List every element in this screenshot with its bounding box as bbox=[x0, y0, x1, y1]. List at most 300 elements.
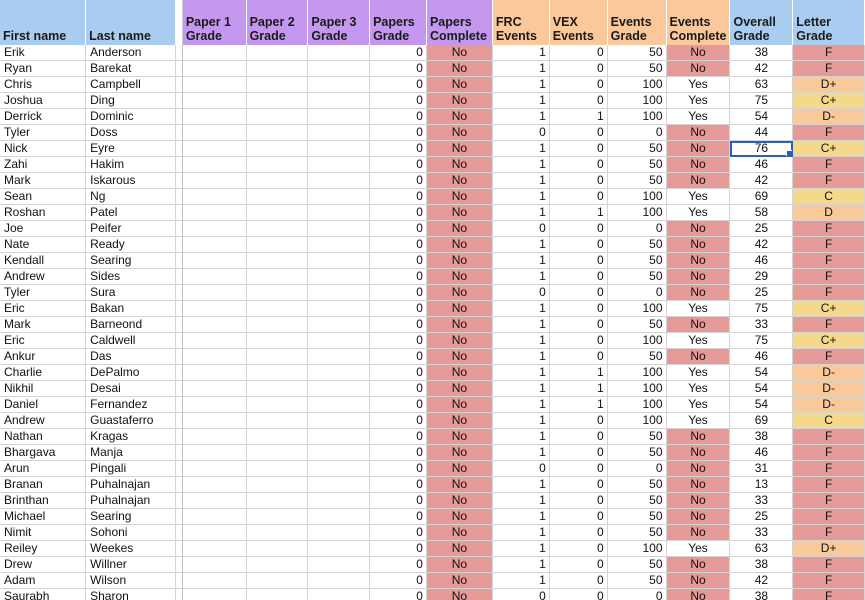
cell-gap[interactable] bbox=[175, 237, 182, 253]
column-header-overall[interactable]: Overall Grade bbox=[730, 0, 793, 45]
cell-p3[interactable] bbox=[308, 413, 370, 429]
cell-p2[interactable] bbox=[246, 509, 308, 525]
column-header-p1[interactable]: Paper 1 Grade bbox=[182, 0, 246, 45]
cell-p2[interactable] bbox=[246, 109, 308, 125]
cell-events-grade[interactable]: 100 bbox=[607, 397, 666, 413]
cell-events-grade[interactable]: 50 bbox=[607, 477, 666, 493]
cell-gap[interactable] bbox=[175, 445, 182, 461]
cell-gap[interactable] bbox=[175, 221, 182, 237]
cell-events-grade[interactable]: 50 bbox=[607, 253, 666, 269]
cell-p2[interactable] bbox=[246, 573, 308, 589]
cell-papers-complete[interactable]: No bbox=[426, 493, 492, 509]
cell-letter[interactable]: F bbox=[793, 429, 865, 445]
cell-events-grade[interactable]: 100 bbox=[607, 189, 666, 205]
cell-papers-grade[interactable]: 0 bbox=[370, 317, 427, 333]
cell-p2[interactable] bbox=[246, 125, 308, 141]
cell-vex[interactable]: 0 bbox=[549, 269, 607, 285]
cell-p2[interactable] bbox=[246, 381, 308, 397]
cell-events-complete[interactable]: Yes bbox=[666, 381, 730, 397]
cell-p1[interactable] bbox=[182, 125, 246, 141]
cell-last[interactable]: Ng bbox=[86, 189, 176, 205]
cell-overall[interactable]: 54 bbox=[730, 365, 793, 381]
cell-frc[interactable]: 1 bbox=[492, 301, 549, 317]
cell-overall[interactable]: 42 bbox=[730, 573, 793, 589]
cell-p1[interactable] bbox=[182, 61, 246, 77]
cell-frc[interactable]: 1 bbox=[492, 349, 549, 365]
cell-last[interactable]: Doss bbox=[86, 125, 176, 141]
cell-vex[interactable]: 0 bbox=[549, 221, 607, 237]
cell-papers-grade[interactable]: 0 bbox=[370, 493, 427, 509]
cell-p1[interactable] bbox=[182, 493, 246, 509]
cell-events-grade[interactable]: 50 bbox=[607, 157, 666, 173]
cell-vex[interactable]: 0 bbox=[549, 301, 607, 317]
cell-overall[interactable]: 46 bbox=[730, 157, 793, 173]
cell-gap[interactable] bbox=[175, 173, 182, 189]
cell-overall[interactable]: 69 bbox=[730, 189, 793, 205]
cell-events-grade[interactable]: 0 bbox=[607, 125, 666, 141]
cell-overall[interactable]: 29 bbox=[730, 269, 793, 285]
cell-overall[interactable]: 38 bbox=[730, 45, 793, 61]
cell-vex[interactable]: 0 bbox=[549, 45, 607, 61]
cell-last[interactable]: Anderson bbox=[86, 45, 176, 61]
column-header-events-grade[interactable]: Events Grade bbox=[607, 0, 666, 45]
cell-events-grade[interactable]: 0 bbox=[607, 589, 666, 600]
cell-letter[interactable]: F bbox=[793, 317, 865, 333]
cell-last[interactable]: Barneond bbox=[86, 317, 176, 333]
cell-frc[interactable]: 1 bbox=[492, 397, 549, 413]
cell-letter[interactable]: D bbox=[793, 205, 865, 221]
cell-last[interactable]: Hakim bbox=[86, 157, 176, 173]
cell-p1[interactable] bbox=[182, 509, 246, 525]
cell-last[interactable]: Wilson bbox=[86, 573, 176, 589]
cell-first[interactable]: Eric bbox=[0, 333, 86, 349]
cell-letter[interactable]: D- bbox=[793, 397, 865, 413]
cell-events-complete[interactable]: No bbox=[666, 221, 730, 237]
cell-frc[interactable]: 1 bbox=[492, 365, 549, 381]
cell-frc[interactable]: 1 bbox=[492, 333, 549, 349]
cell-frc[interactable]: 1 bbox=[492, 509, 549, 525]
cell-p2[interactable] bbox=[246, 557, 308, 573]
cell-letter[interactable]: C+ bbox=[793, 333, 865, 349]
cell-events-grade[interactable]: 50 bbox=[607, 45, 666, 61]
cell-p2[interactable] bbox=[246, 525, 308, 541]
cell-events-complete[interactable]: No bbox=[666, 237, 730, 253]
cell-gap[interactable] bbox=[175, 365, 182, 381]
cell-first[interactable]: Adam bbox=[0, 573, 86, 589]
cell-events-complete[interactable]: No bbox=[666, 589, 730, 600]
cell-events-grade[interactable]: 50 bbox=[607, 141, 666, 157]
cell-events-complete[interactable]: Yes bbox=[666, 397, 730, 413]
cell-first[interactable]: Joshua bbox=[0, 93, 86, 109]
cell-vex[interactable]: 0 bbox=[549, 541, 607, 557]
cell-events-grade[interactable]: 50 bbox=[607, 509, 666, 525]
cell-overall[interactable]: 46 bbox=[730, 253, 793, 269]
cell-papers-complete[interactable]: No bbox=[426, 189, 492, 205]
cell-vex[interactable]: 0 bbox=[549, 429, 607, 445]
cell-gap[interactable] bbox=[175, 77, 182, 93]
cell-frc[interactable]: 1 bbox=[492, 205, 549, 221]
cell-vex[interactable]: 1 bbox=[549, 365, 607, 381]
cell-frc[interactable]: 1 bbox=[492, 77, 549, 93]
cell-events-complete[interactable]: Yes bbox=[666, 333, 730, 349]
cell-p3[interactable] bbox=[308, 61, 370, 77]
cell-papers-complete[interactable]: No bbox=[426, 541, 492, 557]
cell-p3[interactable] bbox=[308, 477, 370, 493]
cell-p3[interactable] bbox=[308, 445, 370, 461]
cell-papers-complete[interactable]: No bbox=[426, 365, 492, 381]
cell-p3[interactable] bbox=[308, 77, 370, 93]
cell-first[interactable]: Andrew bbox=[0, 413, 86, 429]
cell-p3[interactable] bbox=[308, 93, 370, 109]
cell-last[interactable]: Sura bbox=[86, 285, 176, 301]
cell-last[interactable]: Fernandez bbox=[86, 397, 176, 413]
cell-overall[interactable]: 31 bbox=[730, 461, 793, 477]
cell-papers-complete[interactable]: No bbox=[426, 269, 492, 285]
column-header-frc[interactable]: FRC Events bbox=[492, 0, 549, 45]
cell-papers-grade[interactable]: 0 bbox=[370, 349, 427, 365]
cell-papers-grade[interactable]: 0 bbox=[370, 173, 427, 189]
cell-vex[interactable]: 1 bbox=[549, 205, 607, 221]
cell-last[interactable]: Ready bbox=[86, 237, 176, 253]
cell-papers-grade[interactable]: 0 bbox=[370, 333, 427, 349]
cell-letter[interactable]: F bbox=[793, 349, 865, 365]
cell-letter[interactable]: F bbox=[793, 477, 865, 493]
cell-events-grade[interactable]: 100 bbox=[607, 77, 666, 93]
cell-overall[interactable]: 63 bbox=[730, 541, 793, 557]
cell-p1[interactable] bbox=[182, 477, 246, 493]
cell-overall[interactable]: 54 bbox=[730, 381, 793, 397]
cell-p1[interactable] bbox=[182, 333, 246, 349]
cell-events-complete[interactable]: Yes bbox=[666, 413, 730, 429]
cell-papers-complete[interactable]: No bbox=[426, 253, 492, 269]
cell-papers-grade[interactable]: 0 bbox=[370, 157, 427, 173]
cell-events-complete[interactable]: Yes bbox=[666, 541, 730, 557]
cell-first[interactable]: Tyler bbox=[0, 285, 86, 301]
cell-last[interactable]: Puhalnajan bbox=[86, 477, 176, 493]
cell-last[interactable]: Searing bbox=[86, 253, 176, 269]
cell-papers-grade[interactable]: 0 bbox=[370, 365, 427, 381]
cell-last[interactable]: Willner bbox=[86, 557, 176, 573]
cell-p1[interactable] bbox=[182, 45, 246, 61]
cell-letter[interactable]: F bbox=[793, 525, 865, 541]
cell-frc[interactable]: 0 bbox=[492, 461, 549, 477]
cell-frc[interactable]: 1 bbox=[492, 493, 549, 509]
cell-p3[interactable] bbox=[308, 125, 370, 141]
cell-letter[interactable]: C bbox=[793, 189, 865, 205]
cell-vex[interactable]: 0 bbox=[549, 445, 607, 461]
cell-letter[interactable]: F bbox=[793, 237, 865, 253]
cell-last[interactable]: Bakan bbox=[86, 301, 176, 317]
cell-gap[interactable] bbox=[175, 413, 182, 429]
cell-letter[interactable]: F bbox=[793, 493, 865, 509]
cell-p1[interactable] bbox=[182, 237, 246, 253]
cell-papers-grade[interactable]: 0 bbox=[370, 509, 427, 525]
cell-vex[interactable]: 0 bbox=[549, 557, 607, 573]
cell-events-grade[interactable]: 100 bbox=[607, 333, 666, 349]
cell-frc[interactable]: 1 bbox=[492, 173, 549, 189]
cell-first[interactable]: Roshan bbox=[0, 205, 86, 221]
cell-overall[interactable]: 33 bbox=[730, 493, 793, 509]
cell-vex[interactable]: 0 bbox=[549, 253, 607, 269]
cell-gap[interactable] bbox=[175, 205, 182, 221]
cell-p3[interactable] bbox=[308, 365, 370, 381]
cell-events-grade[interactable]: 50 bbox=[607, 317, 666, 333]
cell-frc[interactable]: 1 bbox=[492, 381, 549, 397]
cell-frc[interactable]: 1 bbox=[492, 61, 549, 77]
cell-overall[interactable]: 33 bbox=[730, 525, 793, 541]
cell-gap[interactable] bbox=[175, 477, 182, 493]
cell-p2[interactable] bbox=[246, 445, 308, 461]
cell-p2[interactable] bbox=[246, 461, 308, 477]
cell-last[interactable]: Desai bbox=[86, 381, 176, 397]
cell-events-complete[interactable]: No bbox=[666, 557, 730, 573]
cell-events-grade[interactable]: 50 bbox=[607, 429, 666, 445]
cell-frc[interactable]: 1 bbox=[492, 253, 549, 269]
cell-letter[interactable]: D- bbox=[793, 109, 865, 125]
cell-p2[interactable] bbox=[246, 205, 308, 221]
cell-last[interactable]: Guastaferro bbox=[86, 413, 176, 429]
cell-letter[interactable]: F bbox=[793, 445, 865, 461]
cell-letter[interactable]: F bbox=[793, 157, 865, 173]
cell-papers-complete[interactable]: No bbox=[426, 205, 492, 221]
cell-last[interactable]: Kragas bbox=[86, 429, 176, 445]
cell-overall[interactable]: 13 bbox=[730, 477, 793, 493]
cell-gap[interactable] bbox=[175, 157, 182, 173]
cell-events-complete[interactable]: Yes bbox=[666, 301, 730, 317]
cell-events-complete[interactable]: No bbox=[666, 269, 730, 285]
cell-gap[interactable] bbox=[175, 557, 182, 573]
cell-p2[interactable] bbox=[246, 61, 308, 77]
cell-p1[interactable] bbox=[182, 461, 246, 477]
cell-overall[interactable]: 54 bbox=[730, 397, 793, 413]
cell-letter[interactable]: F bbox=[793, 285, 865, 301]
cell-gap[interactable] bbox=[175, 397, 182, 413]
cell-letter[interactable]: F bbox=[793, 461, 865, 477]
cell-p1[interactable] bbox=[182, 141, 246, 157]
cell-vex[interactable]: 0 bbox=[549, 77, 607, 93]
cell-events-grade[interactable]: 0 bbox=[607, 221, 666, 237]
cell-p1[interactable] bbox=[182, 269, 246, 285]
cell-vex[interactable]: 0 bbox=[549, 493, 607, 509]
cell-letter[interactable]: F bbox=[793, 61, 865, 77]
cell-gap[interactable] bbox=[175, 461, 182, 477]
cell-first[interactable]: Mark bbox=[0, 173, 86, 189]
cell-p1[interactable] bbox=[182, 173, 246, 189]
cell-gap[interactable] bbox=[175, 253, 182, 269]
cell-frc[interactable]: 1 bbox=[492, 317, 549, 333]
cell-p2[interactable] bbox=[246, 429, 308, 445]
cell-p2[interactable] bbox=[246, 173, 308, 189]
cell-p3[interactable] bbox=[308, 493, 370, 509]
cell-vex[interactable]: 0 bbox=[549, 525, 607, 541]
cell-vex[interactable]: 0 bbox=[549, 141, 607, 157]
cell-last[interactable]: Iskarous bbox=[86, 173, 176, 189]
cell-vex[interactable]: 0 bbox=[549, 589, 607, 600]
cell-vex[interactable]: 0 bbox=[549, 61, 607, 77]
cell-papers-grade[interactable]: 0 bbox=[370, 237, 427, 253]
cell-frc[interactable]: 1 bbox=[492, 189, 549, 205]
cell-gap[interactable] bbox=[175, 125, 182, 141]
cell-p1[interactable] bbox=[182, 77, 246, 93]
cell-frc[interactable]: 0 bbox=[492, 221, 549, 237]
cell-p2[interactable] bbox=[246, 157, 308, 173]
cell-events-grade[interactable]: 100 bbox=[607, 301, 666, 317]
cell-papers-grade[interactable]: 0 bbox=[370, 189, 427, 205]
cell-events-grade[interactable]: 100 bbox=[607, 541, 666, 557]
cell-p1[interactable] bbox=[182, 157, 246, 173]
cell-frc[interactable]: 1 bbox=[492, 157, 549, 173]
cell-papers-complete[interactable]: No bbox=[426, 557, 492, 573]
cell-events-complete[interactable]: No bbox=[666, 477, 730, 493]
cell-events-grade[interactable]: 0 bbox=[607, 461, 666, 477]
cell-papers-complete[interactable]: No bbox=[426, 461, 492, 477]
cell-papers-complete[interactable]: No bbox=[426, 477, 492, 493]
cell-last[interactable]: Sohoni bbox=[86, 525, 176, 541]
cell-papers-complete[interactable]: No bbox=[426, 61, 492, 77]
cell-p3[interactable] bbox=[308, 109, 370, 125]
cell-gap[interactable] bbox=[175, 61, 182, 77]
cell-papers-grade[interactable]: 0 bbox=[370, 269, 427, 285]
cell-overall[interactable]: 75 bbox=[730, 93, 793, 109]
cell-papers-complete[interactable]: No bbox=[426, 125, 492, 141]
cell-papers-complete[interactable]: No bbox=[426, 237, 492, 253]
cell-vex[interactable]: 0 bbox=[549, 173, 607, 189]
cell-frc[interactable]: 1 bbox=[492, 237, 549, 253]
cell-overall[interactable]: 75 bbox=[730, 301, 793, 317]
cell-events-complete[interactable]: Yes bbox=[666, 365, 730, 381]
cell-overall[interactable]: 46 bbox=[730, 349, 793, 365]
cell-papers-grade[interactable]: 0 bbox=[370, 109, 427, 125]
cell-first[interactable]: Erik bbox=[0, 45, 86, 61]
cell-gap[interactable] bbox=[175, 45, 182, 61]
cell-p2[interactable] bbox=[246, 45, 308, 61]
cell-last[interactable]: Sides bbox=[86, 269, 176, 285]
cell-events-complete[interactable]: No bbox=[666, 461, 730, 477]
cell-p3[interactable] bbox=[308, 189, 370, 205]
cell-papers-complete[interactable]: No bbox=[426, 141, 492, 157]
cell-events-complete[interactable]: Yes bbox=[666, 205, 730, 221]
cell-events-complete[interactable]: Yes bbox=[666, 77, 730, 93]
cell-papers-complete[interactable]: No bbox=[426, 221, 492, 237]
cell-p3[interactable] bbox=[308, 253, 370, 269]
cell-events-grade[interactable]: 50 bbox=[607, 237, 666, 253]
cell-p1[interactable] bbox=[182, 205, 246, 221]
cell-letter[interactable]: F bbox=[793, 221, 865, 237]
cell-p1[interactable] bbox=[182, 317, 246, 333]
cell-events-complete[interactable]: No bbox=[666, 45, 730, 61]
cell-events-complete[interactable]: No bbox=[666, 493, 730, 509]
cell-overall[interactable]: 25 bbox=[730, 221, 793, 237]
cell-p1[interactable] bbox=[182, 189, 246, 205]
cell-events-complete[interactable]: No bbox=[666, 173, 730, 189]
cell-papers-grade[interactable]: 0 bbox=[370, 477, 427, 493]
cell-gap[interactable] bbox=[175, 573, 182, 589]
cell-events-grade[interactable]: 100 bbox=[607, 93, 666, 109]
cell-first[interactable]: Kendall bbox=[0, 253, 86, 269]
cell-p3[interactable] bbox=[308, 557, 370, 573]
column-header-first[interactable]: First name bbox=[0, 0, 86, 45]
cell-first[interactable]: Mark bbox=[0, 317, 86, 333]
cell-papers-grade[interactable]: 0 bbox=[370, 93, 427, 109]
cell-frc[interactable]: 1 bbox=[492, 541, 549, 557]
cell-vex[interactable]: 0 bbox=[549, 237, 607, 253]
cell-p1[interactable] bbox=[182, 589, 246, 600]
cell-overall[interactable]: 38 bbox=[730, 589, 793, 600]
cell-papers-grade[interactable]: 0 bbox=[370, 285, 427, 301]
cell-first[interactable]: Saurabh bbox=[0, 589, 86, 600]
cell-papers-complete[interactable]: No bbox=[426, 589, 492, 600]
cell-p3[interactable] bbox=[308, 157, 370, 173]
cell-papers-complete[interactable]: No bbox=[426, 445, 492, 461]
cell-vex[interactable]: 0 bbox=[549, 413, 607, 429]
cell-overall[interactable]: 58 bbox=[730, 205, 793, 221]
cell-frc[interactable]: 1 bbox=[492, 413, 549, 429]
cell-p1[interactable] bbox=[182, 381, 246, 397]
cell-gap[interactable] bbox=[175, 493, 182, 509]
cell-overall[interactable]: 33 bbox=[730, 317, 793, 333]
cell-first[interactable]: Tyler bbox=[0, 125, 86, 141]
cell-letter[interactable]: D+ bbox=[793, 77, 865, 93]
cell-vex[interactable]: 0 bbox=[549, 509, 607, 525]
cell-p2[interactable] bbox=[246, 253, 308, 269]
cell-vex[interactable]: 1 bbox=[549, 109, 607, 125]
cell-p2[interactable] bbox=[246, 221, 308, 237]
cell-papers-complete[interactable]: No bbox=[426, 413, 492, 429]
cell-p3[interactable] bbox=[308, 461, 370, 477]
cell-overall[interactable]: 69 bbox=[730, 413, 793, 429]
cell-papers-grade[interactable]: 0 bbox=[370, 221, 427, 237]
cell-vex[interactable]: 0 bbox=[549, 189, 607, 205]
cell-papers-grade[interactable]: 0 bbox=[370, 45, 427, 61]
cell-p3[interactable] bbox=[308, 221, 370, 237]
cell-frc[interactable]: 0 bbox=[492, 125, 549, 141]
cell-papers-grade[interactable]: 0 bbox=[370, 141, 427, 157]
cell-p3[interactable] bbox=[308, 285, 370, 301]
cell-events-complete[interactable]: No bbox=[666, 573, 730, 589]
cell-papers-complete[interactable]: No bbox=[426, 173, 492, 189]
cell-overall[interactable]: 75 bbox=[730, 333, 793, 349]
cell-gap[interactable] bbox=[175, 285, 182, 301]
cell-p1[interactable] bbox=[182, 349, 246, 365]
cell-p1[interactable] bbox=[182, 413, 246, 429]
cell-vex[interactable]: 0 bbox=[549, 285, 607, 301]
cell-gap[interactable] bbox=[175, 93, 182, 109]
cell-p3[interactable] bbox=[308, 525, 370, 541]
column-header-papers-complete[interactable]: Papers Complete bbox=[426, 0, 492, 45]
cell-p2[interactable] bbox=[246, 317, 308, 333]
cell-vex[interactable]: 0 bbox=[549, 93, 607, 109]
column-header-events-complete[interactable]: Events Complete bbox=[666, 0, 730, 45]
cell-p2[interactable] bbox=[246, 349, 308, 365]
cell-p1[interactable] bbox=[182, 525, 246, 541]
cell-papers-grade[interactable]: 0 bbox=[370, 77, 427, 93]
cell-first[interactable]: Ankur bbox=[0, 349, 86, 365]
cell-papers-grade[interactable]: 0 bbox=[370, 589, 427, 600]
cell-events-grade[interactable]: 100 bbox=[607, 381, 666, 397]
cell-letter[interactable]: F bbox=[793, 573, 865, 589]
cell-gap[interactable] bbox=[175, 525, 182, 541]
cell-first[interactable]: Chris bbox=[0, 77, 86, 93]
column-header-vex[interactable]: VEX Events bbox=[549, 0, 607, 45]
cell-last[interactable]: Eyre bbox=[86, 141, 176, 157]
cell-gap[interactable] bbox=[175, 141, 182, 157]
cell-overall[interactable]: 42 bbox=[730, 237, 793, 253]
cell-first[interactable]: Charlie bbox=[0, 365, 86, 381]
cell-papers-complete[interactable]: No bbox=[426, 333, 492, 349]
cell-letter[interactable]: F bbox=[793, 557, 865, 573]
cell-events-grade[interactable]: 100 bbox=[607, 365, 666, 381]
cell-first[interactable]: Ryan bbox=[0, 61, 86, 77]
